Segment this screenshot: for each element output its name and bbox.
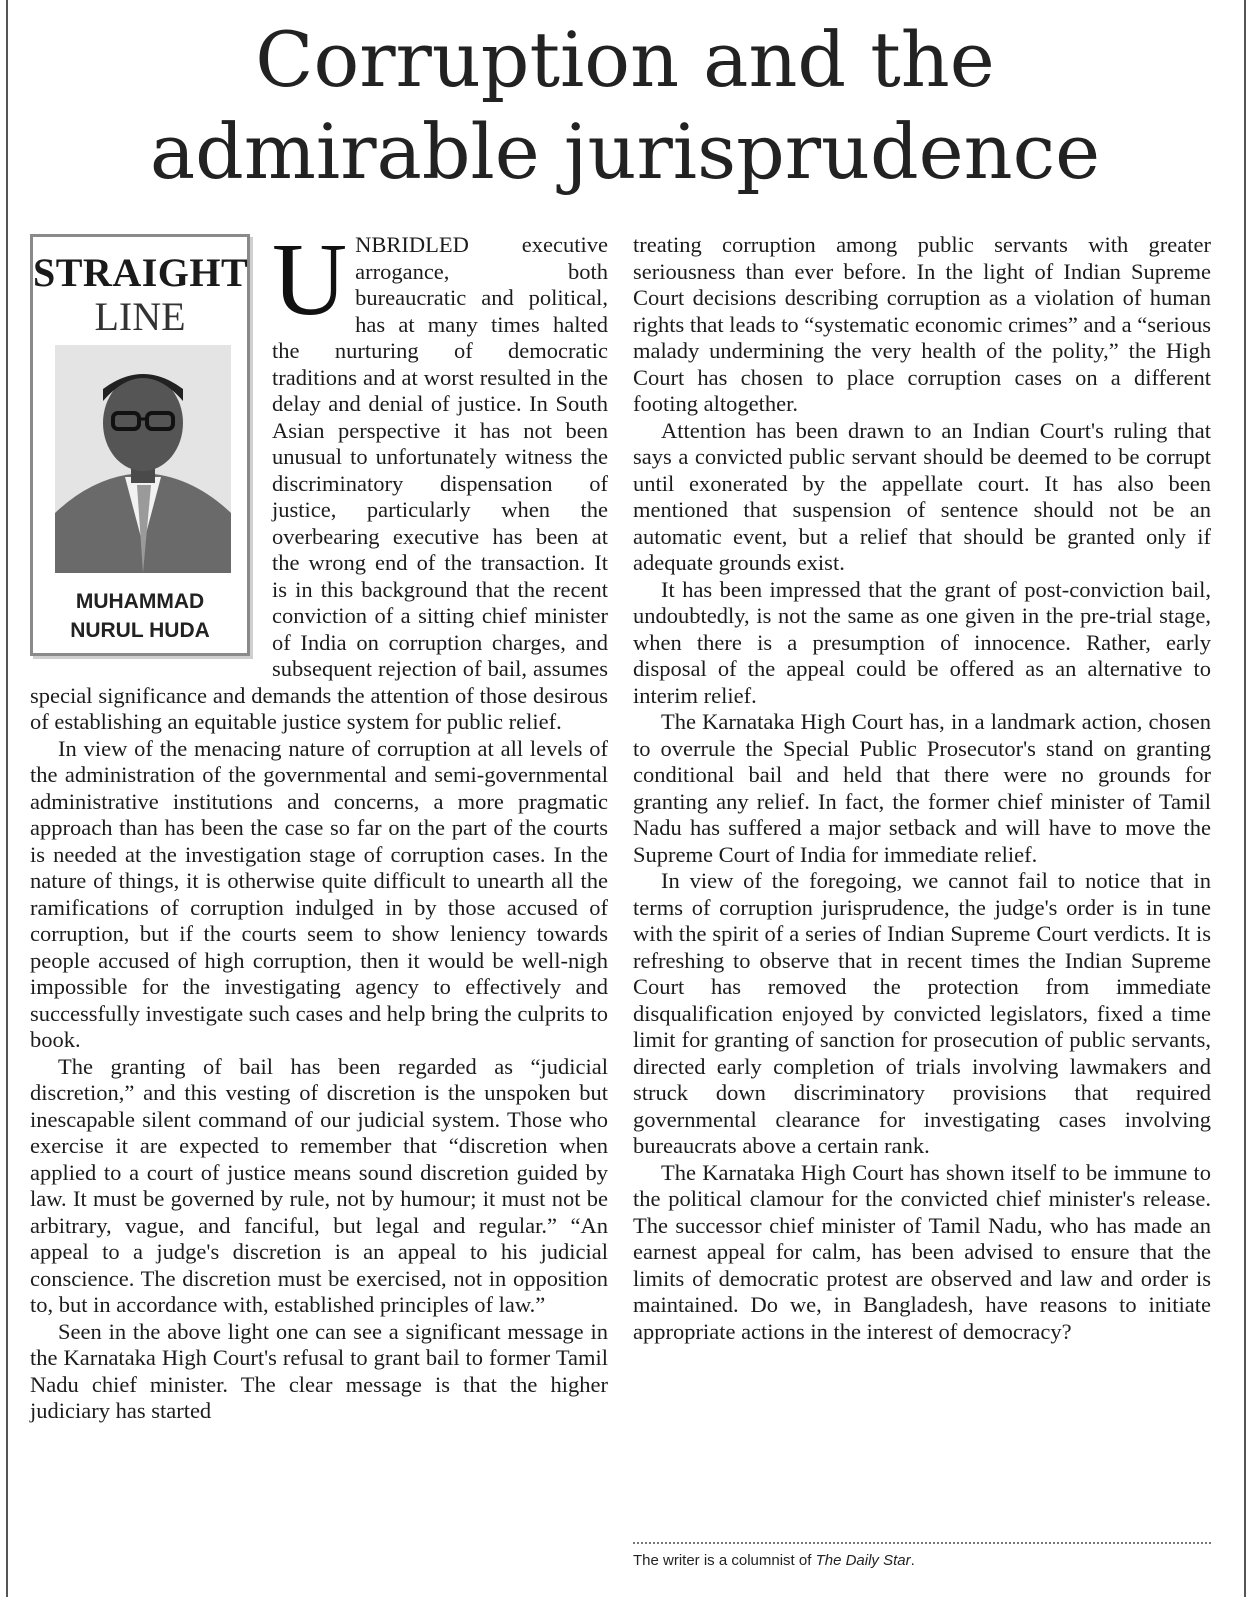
lead-text: NBRIDLED executive arrogance, both bureaucratic and political, has at many times halted the nurturing of democratic traditions and at worst resulted in the delay and denial of justice. In South Asian perspective it has not been unusual to unfortunately witness the discriminatory dispensation of justice, particularly when the overbearing executive has been at the wrong end of the transaction. It is in this background that the recent conviction of a sitting chief minister of India on corruption charges, and subsequent rejection of bail, assumes special significance and demands the attention of those desirous of establishing an equitable justice system for public relief. xyxy=(30,232,608,734)
footnote-suffix: . xyxy=(910,1552,915,1569)
badge-title-line-2: LINE xyxy=(94,294,186,339)
headline xyxy=(20,14,1230,198)
drop-cap: U xyxy=(272,222,348,337)
column-badge xyxy=(30,234,250,656)
footnote-publication: The Daily Star xyxy=(815,1552,911,1569)
badge-title-line-1: STRAIGHT xyxy=(33,250,249,295)
paragraph-right-1: Attention has been drawn to an Indian Court's ruling that says a convicted public servant should be deemed to be corrupt until exonerated by the appellate court. It has also been mentioned that suspension of sentence should not be an automatic event, but a relief that should be granted only if adequate grounds exist. xyxy=(633,417,1211,575)
author-footnote xyxy=(633,1552,1211,1569)
page-border-right xyxy=(1244,0,1246,1597)
author-name-line-2: NURUL HUDA xyxy=(70,619,210,642)
headline-line-1: Corruption and the xyxy=(255,15,995,104)
author-portrait-image xyxy=(55,345,231,573)
paragraph-left-3: Seen in the above light one can see a significant message in the Karnataka High Court's refusal to grant bail to former Tamil Nadu chief minister. The clear message is that the higher judiciary has started xyxy=(30,1318,608,1423)
paragraph-right-4: In view of the foregoing, we cannot fail to notice that in terms of corruption jurisprudence, the judge's order is in tune with the spirit of a series of Indian Supreme Court verdicts. It is refreshing to observe that in recent times the Indian Supreme Court has removed the protection from immediate disqualification enjoyed by convicted legislators, fixed a time limit for granting of sanction for prosecution of public servants, directed early completion of trials involving lawmakers and struck down discriminatory provisions that required governmental clearance for investigating cases involving bureaucrats above a certain rank. xyxy=(633,868,1211,1158)
article-column-right xyxy=(633,232,1211,1345)
footnote-prefix: The writer is a columnist of xyxy=(633,1552,816,1569)
paragraph-left-1: In view of the menacing nature of corruption at all levels of the administration of the governmental and semi-governmental administrative institutions and concerns, a more pragmatic approach than has been the case so far on the part of the courts is needed at the investigation stage of corruption cases. In the nature of things, it is otherwise quite difficult to unearth all the ramifications of corruption indulged in by those accused of corruption, but if the courts seem to show leniency towards people accused of high corruption, then it would be well-nigh impossible for the investigating agency to effectively and successfully investigate such cases and help bring the culprits to book. xyxy=(30,735,608,1052)
paragraph-right-5: The Karnataka High Court has shown itself to be immune to the political clamour for the convicted chief minister's release. The successor chief minister of Tamil Nadu, who has made an earnest appeal for calm, has been advised to ensure that the limits of democratic protest are observed and law and order is maintained. Do we, in Bangladesh, have reasons to initiate appropriate actions in the interest of democracy? xyxy=(633,1159,1211,1344)
headline-line-2: admirable jurisprudence xyxy=(149,107,1101,196)
paragraph-right-3: The Karnataka High Court has, in a landmark action, chosen to overrule the Special Public Prosecutor's stand on granting conditional bail and held that there were no grounds for granting any relief. In fact, the former chief minister of Tamil Nadu has suffered a major setback and will have to move the Supreme Court of India for immediate relief. xyxy=(633,709,1211,867)
paragraph-right-2: It has been impressed that the grant of post-conviction bail, undoubtedly, is not the same as one given in the pre-trial stage, when there is a presumption of innocence. Rather, early disposal of the appeal could be offered as an alternative to interim relief. xyxy=(633,576,1211,708)
paragraph-left-2: The granting of bail has been regarded as “judicial discretion,” and this vesting of discretion is the unspoken but inescapable silent command of our judicial system. Those who exercise it are expected to remember that “discretion when applied to a court of justice means sound discretion guided by law. It must be governed by rule, not by humour; it must not be arbitrary, vague, and fanciful, but legal and regular.” “An appeal to a judge's discretion is an appeal to his judicial conscience. The discretion must be exercised, not in opposition to, but in accordance with, established principles of law.” xyxy=(30,1053,608,1317)
footnote-divider xyxy=(633,1542,1211,1544)
author-name xyxy=(33,587,247,645)
author-name-line-1: MUHAMMAD xyxy=(75,590,205,613)
paragraph-right-continuation: treating corruption among public servants with greater seriousness than ever before. In the light of Indian Supreme Court decisions describing corruption as a violation of human rights that leads to “systematic economic crimes” and a “serious malady undermining the very health of the polity,” the High Court has chosen to place corruption cases on a different footing altogether. xyxy=(633,232,1211,416)
page-border-left xyxy=(6,0,8,1597)
author-photo xyxy=(55,345,231,573)
